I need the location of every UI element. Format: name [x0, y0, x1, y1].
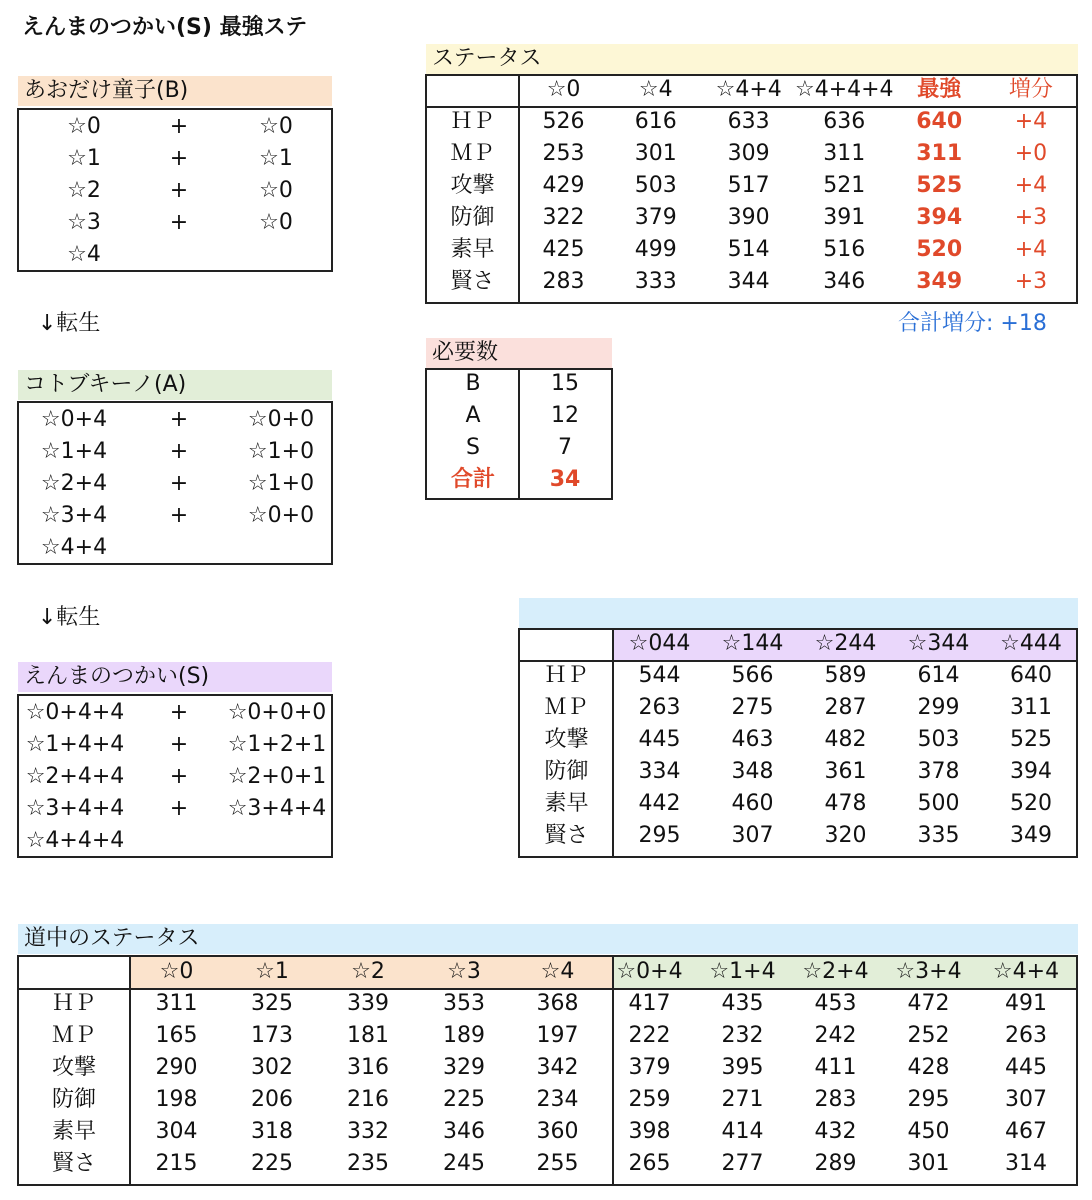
a-cell: ☆3+4	[40, 503, 108, 528]
row-label: ＨＰ	[51, 991, 96, 1016]
column-header: ☆244	[814, 631, 877, 656]
table-row	[427, 432, 611, 464]
table-cell: 417	[628, 991, 671, 1016]
table-row	[520, 820, 1077, 852]
b-cell: ☆2	[67, 178, 101, 203]
table-cell: 289	[814, 1151, 857, 1176]
table-cell: 263	[638, 695, 681, 720]
table-cell: 263	[1005, 1023, 1047, 1048]
table-cell: 173	[251, 1023, 293, 1048]
table-cell: 566	[731, 663, 774, 688]
b-cell: ☆3	[67, 210, 101, 235]
table-cell: 302	[251, 1055, 293, 1080]
b-cell: ☆0	[259, 178, 293, 203]
table-cell: 342	[536, 1055, 579, 1080]
table-row	[427, 170, 1077, 202]
s-cell: ☆3+4+4	[227, 796, 327, 821]
table-cell: 636	[823, 109, 866, 134]
table-cell: 290	[155, 1055, 198, 1080]
table-cell: 301	[907, 1151, 950, 1176]
table-cell: 334	[638, 759, 681, 784]
table-cell: 379	[634, 205, 677, 230]
s-cell: +	[169, 700, 189, 725]
row-label: 素早	[450, 237, 495, 262]
table-cell: 398	[628, 1119, 671, 1144]
row-label: 賢さ	[51, 1151, 96, 1176]
table-cell: 395	[721, 1055, 764, 1080]
table-cell: 225	[251, 1151, 293, 1176]
reincarnate-arrow-1: ↓転生	[38, 311, 101, 336]
status-header: ステータス	[426, 44, 1078, 74]
table-cell: 339	[347, 991, 389, 1016]
table-row	[427, 202, 1077, 234]
header-row	[427, 74, 1077, 106]
table-row	[19, 1084, 1077, 1116]
a-cell: ☆1+4	[40, 439, 108, 464]
table-cell: 271	[721, 1087, 764, 1112]
column-header: ☆2+4	[802, 959, 869, 984]
table-cell: 253	[542, 141, 585, 166]
table-cell: 311	[823, 141, 866, 166]
table-cell: 307	[731, 823, 774, 848]
table-cell: 309	[727, 141, 770, 166]
table-cell: 614	[917, 663, 960, 688]
table-cell: 349	[1010, 823, 1052, 848]
table-cell: 277	[721, 1151, 764, 1176]
s-cell: +	[169, 764, 189, 789]
table-cell: +4	[1014, 173, 1048, 198]
table-cell: 514	[727, 237, 770, 262]
table-cell: 445	[1005, 1055, 1047, 1080]
table-cell: 516	[823, 237, 866, 262]
table-cell: 394	[1010, 759, 1052, 784]
table-cell: 283	[542, 269, 585, 294]
table-cell: 445	[638, 727, 681, 752]
table-row	[427, 138, 1077, 170]
table-cell: 467	[1005, 1119, 1047, 1144]
row-label: 攻撃	[544, 727, 589, 752]
required-header: 必要数	[426, 338, 612, 368]
table-cell: 333	[634, 269, 677, 294]
table-cell: +3	[1014, 269, 1048, 294]
table-cell: 353	[443, 991, 485, 1016]
table-cell: 197	[536, 1023, 579, 1048]
table-row	[427, 106, 1077, 138]
b-cell: ☆1	[67, 146, 101, 171]
table-cell: 316	[347, 1055, 389, 1080]
table-cell: 442	[638, 791, 681, 816]
table-cell: 332	[347, 1119, 389, 1144]
table-cell: 181	[347, 1023, 389, 1048]
a-cell: ☆0+4	[40, 407, 108, 432]
table-row	[520, 692, 1077, 724]
a-cell: +	[169, 439, 189, 464]
table-cell: 361	[824, 759, 867, 784]
b-cell: +	[169, 210, 189, 235]
column-header: ☆344	[907, 631, 970, 656]
row-label: ＨＰ	[544, 663, 589, 688]
s-cell: ☆3+4+4	[25, 796, 125, 821]
b-cell: ☆0	[259, 210, 293, 235]
row-label: 防御	[450, 205, 495, 230]
column-header: ☆4+4	[715, 77, 782, 102]
a-cell: ☆2+4	[40, 471, 108, 496]
table-cell: 287	[824, 695, 867, 720]
table-cell: 15	[551, 371, 579, 396]
table-row	[520, 660, 1077, 692]
table-cell: 242	[814, 1023, 857, 1048]
table-cell: 311	[1010, 695, 1052, 720]
table-cell: 589	[824, 663, 867, 688]
table-cell: 198	[155, 1087, 198, 1112]
table-cell: 499	[634, 237, 677, 262]
table-cell: 232	[721, 1023, 764, 1048]
table-cell: 378	[917, 759, 960, 784]
table-cell: 525	[916, 173, 963, 198]
column-header: ☆444	[1000, 631, 1062, 656]
table-cell: 360	[536, 1119, 579, 1144]
table-cell: 335	[917, 823, 960, 848]
table-row	[520, 724, 1077, 756]
table-cell: 235	[347, 1151, 389, 1176]
table-row	[427, 400, 611, 432]
s-cell: +	[169, 796, 189, 821]
table-cell: 525	[1010, 727, 1052, 752]
midway-table	[19, 956, 1077, 1180]
a-box	[17, 401, 333, 565]
table-cell: 368	[536, 991, 579, 1016]
column-header: ☆1	[255, 959, 289, 984]
table-row	[427, 266, 1077, 298]
column-header: ☆4+4	[992, 959, 1060, 984]
table-cell: 346	[443, 1119, 485, 1144]
table-cell: 215	[155, 1151, 198, 1176]
s-box	[17, 694, 333, 858]
column-header: ☆2	[351, 959, 385, 984]
table-cell: 265	[628, 1151, 671, 1176]
column-header: ☆4+4+4	[794, 77, 894, 102]
row-label: A	[465, 403, 481, 428]
table-cell: 472	[907, 991, 950, 1016]
table-cell: 234	[536, 1087, 579, 1112]
table-row	[19, 1148, 1077, 1180]
table-row	[520, 756, 1077, 788]
table-cell: 500	[917, 791, 960, 816]
table-cell: 520	[1010, 791, 1052, 816]
row-label: 賢さ	[544, 823, 589, 848]
reincarnate-arrow-2: ↓転生	[38, 605, 101, 630]
table-cell: 425	[542, 237, 585, 262]
table-cell: 379	[628, 1055, 671, 1080]
table-cell: 411	[814, 1055, 857, 1080]
table-cell: 491	[1005, 991, 1047, 1016]
midway-header: 道中のステータス	[18, 924, 1078, 954]
table-row	[19, 988, 1077, 1020]
row-label: S	[466, 435, 480, 460]
column-header: 最強	[917, 77, 962, 102]
row-label: 攻撃	[51, 1055, 96, 1080]
table-row	[19, 1020, 1077, 1052]
column-header: ☆4	[638, 77, 673, 102]
star-table-band	[519, 598, 1078, 628]
column-header	[427, 74, 518, 106]
table-cell: 460	[731, 791, 774, 816]
b-box	[17, 108, 333, 272]
a-cell: ☆0+0	[247, 503, 315, 528]
row-label: 攻撃	[450, 173, 495, 198]
column-header: ☆0+4	[616, 959, 683, 984]
column-header: ☆0	[546, 77, 581, 102]
a-cell: +	[169, 471, 189, 496]
table-cell: 216	[347, 1087, 389, 1112]
table-cell: 307	[1005, 1087, 1047, 1112]
table-cell: 640	[1010, 663, 1052, 688]
table-cell: 318	[251, 1119, 293, 1144]
table-cell: 453	[814, 991, 857, 1016]
b-header: あおだけ童子(B)	[18, 76, 332, 106]
row-label: ＭＰ	[450, 141, 495, 166]
table-cell: 346	[823, 269, 866, 294]
s-cell: ☆0+4+4	[25, 700, 125, 725]
table-cell: 311	[155, 991, 198, 1016]
table-cell: 329	[443, 1055, 485, 1080]
table-row	[19, 1116, 1077, 1148]
table-cell: 314	[1005, 1151, 1047, 1176]
column-header: ☆4	[540, 959, 575, 984]
b-cell: ☆0	[259, 114, 293, 139]
total-increase: 合計増分: +18	[898, 311, 1047, 336]
column-header: 増分	[1008, 77, 1053, 102]
table-cell: 544	[638, 663, 681, 688]
table-cell: 301	[634, 141, 677, 166]
s-header: えんまのつかい(S)	[18, 662, 332, 692]
status-table	[427, 74, 1077, 298]
column-header: ☆3	[447, 959, 481, 984]
star-table	[520, 628, 1077, 852]
column-header: ☆3+4	[895, 959, 962, 984]
table-cell: 428	[907, 1055, 950, 1080]
column-header: ☆144	[721, 631, 784, 656]
row-label: ＭＰ	[51, 1023, 96, 1048]
row-label: ＭＰ	[544, 695, 589, 720]
column-header: ☆0	[159, 959, 194, 984]
a-cell: +	[169, 407, 189, 432]
table-cell: 391	[823, 205, 866, 230]
table-cell: 478	[824, 791, 867, 816]
column-header: ☆044	[628, 631, 691, 656]
a-cell: ☆1+0	[247, 471, 315, 496]
table-cell: 222	[628, 1023, 671, 1048]
s-cell: ☆2+4+4	[25, 764, 125, 789]
table-cell: 616	[634, 109, 677, 134]
table-cell: 320	[824, 823, 867, 848]
table-cell: 245	[443, 1151, 485, 1176]
table-cell: 503	[634, 173, 677, 198]
table-cell: 275	[731, 695, 774, 720]
required-table	[427, 368, 611, 496]
table-cell: 165	[155, 1023, 198, 1048]
table-cell: 206	[251, 1087, 293, 1112]
table-cell: 34	[549, 467, 581, 492]
table-cell: 520	[916, 237, 963, 262]
table-cell: 429	[542, 173, 585, 198]
table-cell: 225	[443, 1087, 485, 1112]
s-cell: ☆1+4+4	[25, 732, 125, 757]
table-cell: +4	[1014, 237, 1048, 262]
column-header	[520, 628, 613, 660]
row-label: 素早	[51, 1119, 96, 1144]
table-cell: 189	[443, 1023, 485, 1048]
table-row	[427, 464, 611, 496]
table-cell: +3	[1014, 205, 1048, 230]
s-cell: ☆0+0+0	[227, 700, 327, 725]
row-label: 防御	[544, 759, 589, 784]
row-label: 素早	[544, 791, 589, 816]
table-row	[19, 1052, 1077, 1084]
table-cell: 349	[916, 269, 963, 294]
row-label: 防御	[51, 1087, 96, 1112]
s-cell: ☆2+0+1	[227, 764, 327, 789]
a-cell: ☆1+0	[247, 439, 315, 464]
table-cell: 463	[731, 727, 774, 752]
table-cell: 390	[727, 205, 770, 230]
table-cell: 311	[916, 141, 963, 166]
table-cell: 482	[824, 727, 867, 752]
b-cell: ☆0	[67, 114, 101, 139]
table-cell: 414	[721, 1119, 764, 1144]
table-row	[427, 234, 1077, 266]
table-cell: 521	[823, 173, 866, 198]
table-cell: 633	[727, 109, 770, 134]
table-row	[520, 788, 1077, 820]
row-label: 合計	[450, 467, 495, 492]
b-cell: +	[169, 146, 189, 171]
table-cell: 295	[907, 1087, 950, 1112]
table-cell: 7	[558, 435, 572, 460]
table-cell: 348	[731, 759, 774, 784]
b-cell: +	[169, 178, 189, 203]
table-cell: 283	[814, 1087, 857, 1112]
header-row	[19, 956, 1077, 988]
table-cell: 503	[917, 727, 960, 752]
table-cell: 295	[638, 823, 681, 848]
table-cell: 640	[916, 109, 963, 134]
row-label: ＨＰ	[450, 109, 495, 134]
page-title: えんまのつかい(S) 最強ステ	[22, 15, 308, 40]
a-header: コトブキーノ(A)	[18, 370, 332, 400]
a-cell: +	[169, 503, 189, 528]
column-header: ☆1+4	[709, 959, 776, 984]
table-cell: 304	[155, 1119, 198, 1144]
s-cell: ☆4+4+4	[25, 828, 125, 853]
b-cell: +	[169, 114, 189, 139]
column-header	[19, 956, 129, 988]
table-cell: 517	[727, 173, 770, 198]
table-cell: 255	[536, 1151, 579, 1176]
table-row	[427, 368, 611, 400]
row-label: B	[465, 371, 481, 396]
table-cell: +0	[1014, 141, 1048, 166]
table-cell: 526	[542, 109, 585, 134]
table-cell: 394	[916, 205, 963, 230]
table-cell: 322	[542, 205, 585, 230]
table-cell: 344	[727, 269, 770, 294]
table-cell: +4	[1014, 109, 1048, 134]
table-cell: 435	[721, 991, 764, 1016]
table-cell: 325	[251, 991, 293, 1016]
a-cell: ☆0+0	[247, 407, 315, 432]
table-cell: 12	[551, 403, 579, 428]
s-cell: ☆1+2+1	[227, 732, 327, 757]
a-cell: ☆4+4	[40, 535, 108, 560]
header-row	[520, 628, 1077, 660]
b-cell: ☆4	[67, 242, 101, 267]
table-cell: 450	[907, 1119, 950, 1144]
table-cell: 252	[907, 1023, 950, 1048]
s-cell: +	[169, 732, 189, 757]
table-cell: 432	[814, 1119, 857, 1144]
row-label: 賢さ	[450, 269, 495, 294]
table-cell: 299	[917, 695, 960, 720]
table-cell: 259	[628, 1087, 671, 1112]
b-cell: ☆1	[259, 146, 293, 171]
